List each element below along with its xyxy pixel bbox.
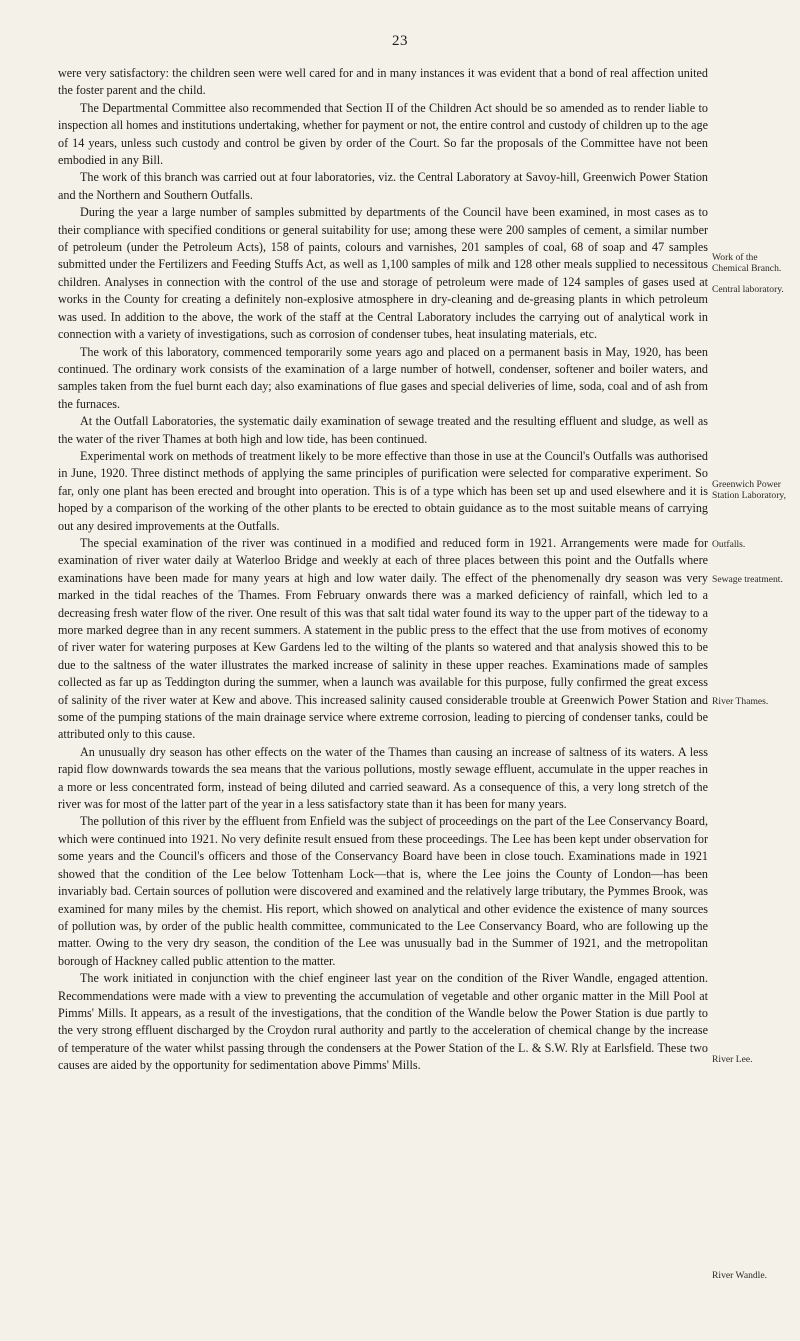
- margin-note-river-wandle: River Wandle.: [712, 1270, 767, 1281]
- paragraph-chemical-branch: The work of this branch was carried out at four laboratories, viz. the Central Laboratory at Savoy-hill, Greenwich Power Station and the Northern and Southern Outfalls.: [58, 170, 708, 202]
- paragraph-central-laboratory: During the year a large number of samples submitted by departments of the Council have been examined, in most cases as to their compliance with specified conditions or general suitability for use; among these were 200 samples of cement, a similar number of petroleum (under the Petroleum Acts), 158 of paints, colours and varnishes, 201 samples of coal, 68 of soap and 47 samples submitted under the Fertilizers and Feeding Stuffs Act, as well as 1,100 samples of milk and 128 other meals supplied to necessitous children. Analyses in connection with the control of the use and storage of petroleum were made of 124 samples of gases used at works in the County for creating a definitely non-explosive atmosphere in dry-cleaning and de-greasing plants in which petroleum was used. In addition to the above, the work of the staff at the Central Laboratory includes the carrying out of analytical work in connection with a variety of investigations, such as corrosion of condenser tubes, heat insulating materials, etc.: [58, 205, 708, 342]
- paragraph-dry-season: An unusually dry season has other effects on the water of the Thames than causing an increase of saltness of its waters. A less rapid flow downwards towards the sea means that the various pollutions, mostly sewage effluent, accumulate in the upper reaches in a more or less concentrated form, instead of being diluted and carried seaward. As a consequence of this, a very long stretch of the river was for most of the latter part of the year in a less satisfactory state than it has been for many years.: [58, 744, 708, 812]
- paragraph-departmental-committee: The Departmental Committee also recommended that Section II of the Children Act should be so amended as to render liable to inspection all homes and institutions undertaking, whether for payment or not, the entire control and custody of children up to the age of 14 years, unless such custody and control be given by order of the Court. So far the proposals of the Committee have not been embodied in any Bill.: [58, 100, 708, 168]
- paragraph-river-thames: The special examination of the river was continued in a modified and reduced form in 1921. Arrangements were made for examination of river water daily at Waterloo Bridge and weekly at each of three places between this point and the Outfalls where examinations have been made for many years at high and low water daily. The effect of the phenomenally dry season was very marked in the tidal reaches of the Thames. From February onwards there was a marked deficiency of rainfall, which led to a decreasing fresh water flow of the river. One result of this was that salt tidal water found its way to the upper part of the tideway to a more marked degree than in any recent summers. A statement in the public press to the effect that the use from motives of economy of river water for watering purposes at Kew Gardens led to the wilting of the plants so watered and that analysis showed this to be due to the saltness of the water illustrates the marked increase of salinity in these upper reaches. Examinations made of samples collected as far up as Teddington during the summer, when a launch was available for this purpose, fully confirmed the great excess of salinity of the river water at Kew and above. This increased salinity caused considerable trouble at Greenwich Power Station and some of the pumping stations of the main drainage service where extreme corrosion, leading to piercing of condenser tanks, could be attributed only to this cause.: [58, 535, 708, 742]
- margin-note-greenwich: Greenwich Power Station Laboratory,: [712, 479, 786, 501]
- margin-note-river-lee: River Lee.: [712, 1054, 753, 1065]
- paragraph-river-lee: The pollution of this river by the effluent from Enfield was the subject of proceedings on the part of the Lee Conservancy Board, which were continued into 1921. No very definite result ensued from these proceedings. The Lee has been kept under observation for some years and the Council's officers and those of the Conservancy Board have been in close touch. Examinations made in 1921 showed that the condition of the Lee below Tottenham Lock—that is, where the Lee joins the County of London—has been invariably bad. Certain sources of pollution were discovered and examined and the relatively large tributary, the Pymmes Brook, was examined for many miles by the chemist. His report, which showed on analytical and other evidence the existence of many sources of pollution was, by order of the public health committee, communicated to the Lee Conservancy Board, who are following up the matter. Owing to the very dry season, the condition of the Lee was unusually bad in the Summer of 1921, and the metropolitan borough of Hackney called public attention to the matter.: [58, 814, 708, 968]
- margin-note-chemical-branch: Work of the Chemical Branch.: [712, 252, 782, 274]
- margin-note-river-thames: River Thames.: [712, 696, 769, 707]
- paragraph-sewage-treatment: Experimental work on methods of treatment likely to be more effective than those in use at the Council's Outfalls was authorised in June, 1920. Three distinct methods of applying the same principles of purification were selected for comparative experiment. So far, only one plant has been erected and brought into operation. This is of a type which has been set up and used elsewhere and it is hoped by a comparison of the working of the other plants to be erected to obtain guidance as to the most suitable means of carrying out any desired improvements at the Outfalls.: [58, 448, 708, 533]
- paragraph-river-wandle: The work initiated in conjunction with the chief engineer last year on the condition of the River Wandle, engaged attention. Recommendations were made with a view to preventing the accumulation of vegetable and other organic matter in the Mill Pool at Pimms' Mills. It appears, as a result of the investigations, that the condition of the Wandle below the Power Station is due partly to the very strong effluent discharged by the Croydon rural authority and partly to the acceleration of chemical change by the increase of temperature of the water whilst passing through the condensers at the Power Station of the L. & S.W. Rly at Earlsfield. These two causes are aided by the opportunity for sedimentation above Pimms' Mills.: [58, 971, 708, 1073]
- margin-note-outfalls: Outfalls.: [712, 539, 746, 550]
- margin-note-sewage-treatment: Sewage treatment.: [712, 574, 783, 585]
- page-number: 23: [392, 33, 408, 49]
- paragraph-foster-care: were very satisfactory: the children seen were well cared for and in many instances it was evident that a bond of real affection united the foster parent and the child.: [58, 66, 708, 98]
- body-text: [58, 65, 708, 1075]
- paragraph-outfalls: At the Outfall Laboratories, the systematic daily examination of sewage treated and the resulting effluent and sludge, as well as the water of the river Thames at both high and low tide, has been continued.: [58, 414, 708, 446]
- margin-note-central-laboratory: Central laboratory.: [712, 284, 784, 295]
- paragraph-greenwich-laboratory: The work of this laboratory, commenced temporarily some years ago and placed on a permanent basis in May, 1920, has been continued. The ordinary work consists of the examination of a large number of hotwell, condenser, softener and boiler waters, and samples taken from the fuel burnt each day; also examinations of flue gases and special deliveries of lime, soda, coal and of ash from the furnaces.: [58, 344, 708, 411]
